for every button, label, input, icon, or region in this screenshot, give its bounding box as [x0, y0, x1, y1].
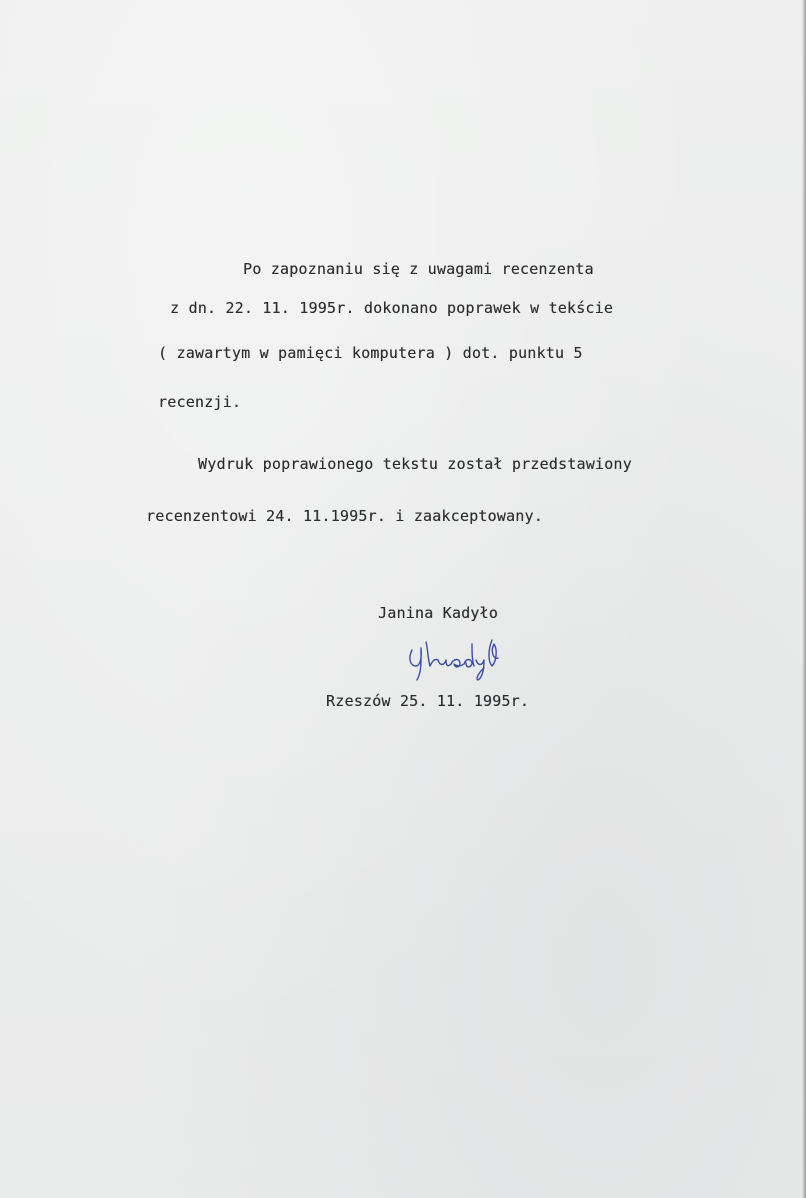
- paragraph1-line3: ( zawartym w pamięci komputera ) dot. punktu 5: [158, 344, 583, 362]
- place-date: Rzeszów 25. 11. 1995r.: [326, 692, 530, 710]
- author-name: Janina Kadyło: [378, 604, 498, 622]
- paragraph2-line2: recenzentowi 24. 11.1995r. i zaakceptowany.: [146, 507, 543, 525]
- paragraph1-line1: Po zapoznaniu się z uwagami recenzenta: [243, 260, 594, 278]
- paragraph1-line4: recenzji.: [158, 393, 242, 411]
- paragraph2-line1: Wydruk poprawionego tekstu został przedstawiony: [198, 455, 632, 473]
- paragraph1-line2: z dn. 22. 11. 1995r. dokonano poprawek w tekście: [170, 299, 614, 317]
- paper-edge: [802, 0, 806, 1198]
- signature-icon: [404, 636, 534, 686]
